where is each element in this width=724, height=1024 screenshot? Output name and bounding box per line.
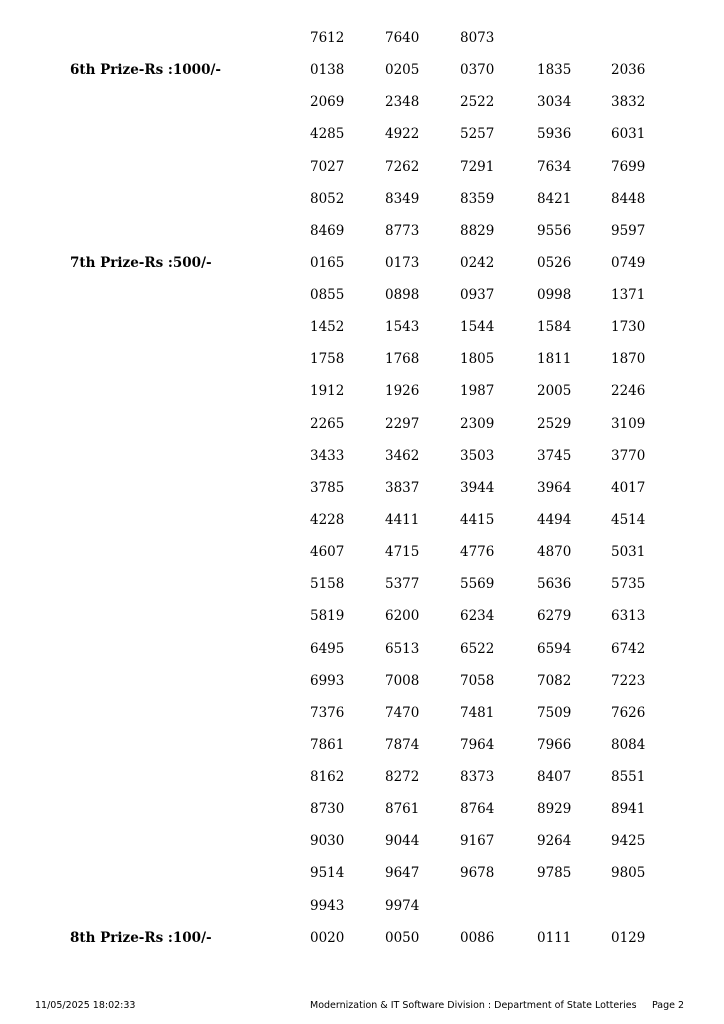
winning-number: 7640 bbox=[385, 30, 420, 46]
winning-number: 0165 bbox=[310, 254, 345, 271]
winning-number: 6993 bbox=[310, 672, 345, 689]
winning-number: 5735 bbox=[611, 576, 646, 593]
winning-number: 2036 bbox=[611, 62, 646, 79]
prize-row bbox=[0, 285, 724, 317]
prize-label: 7th Prize-Rs :500/- bbox=[70, 254, 212, 271]
winning-number: 4411 bbox=[385, 512, 420, 528]
winning-number: 8761 bbox=[385, 801, 420, 818]
winning-number: 0937 bbox=[460, 287, 495, 303]
prize-row bbox=[0, 253, 724, 285]
winning-number: 4514 bbox=[611, 512, 646, 528]
winning-number: 1371 bbox=[611, 287, 646, 303]
prize-row bbox=[0, 414, 724, 446]
winning-number: 1805 bbox=[460, 351, 495, 368]
winning-number: 9974 bbox=[385, 897, 420, 914]
winning-number: 7634 bbox=[537, 158, 572, 175]
winning-number: 3964 bbox=[537, 479, 572, 496]
prize-row bbox=[0, 189, 724, 221]
winning-number: 8773 bbox=[385, 222, 420, 239]
winning-number: 7874 bbox=[385, 736, 420, 753]
winning-number: 6594 bbox=[537, 640, 572, 657]
winning-number: 1912 bbox=[310, 383, 345, 400]
winning-number: 5569 bbox=[460, 576, 495, 593]
winning-number: 1543 bbox=[385, 319, 420, 336]
winning-number: 6522 bbox=[460, 640, 495, 657]
winning-number: 4285 bbox=[310, 126, 345, 143]
winning-number: 8764 bbox=[460, 801, 495, 818]
winning-number: 1544 bbox=[460, 319, 495, 336]
winning-number: 8929 bbox=[537, 801, 572, 818]
prize-row bbox=[0, 28, 724, 60]
footer-page-number: Page 2 bbox=[652, 1000, 685, 1011]
prize-row bbox=[0, 124, 724, 156]
winning-number: 8359 bbox=[460, 190, 495, 207]
winning-number: 0129 bbox=[611, 929, 646, 946]
winning-number: 3034 bbox=[537, 94, 572, 111]
prize-row bbox=[0, 735, 724, 767]
winning-number: 8829 bbox=[460, 222, 495, 239]
prize-label: 6th Prize-Rs :1000/- bbox=[70, 62, 222, 79]
prize-row bbox=[0, 799, 724, 831]
winning-number: 1730 bbox=[611, 319, 646, 336]
winning-number: 9678 bbox=[460, 865, 495, 882]
winning-number: 5819 bbox=[310, 608, 345, 625]
prize-row bbox=[0, 928, 724, 960]
winning-number: 0205 bbox=[385, 62, 420, 79]
winning-number: 0749 bbox=[611, 254, 646, 271]
winning-number: 0526 bbox=[537, 254, 572, 271]
prize-row bbox=[0, 542, 724, 574]
winning-number: 6495 bbox=[310, 640, 345, 657]
winning-number: 1758 bbox=[310, 351, 345, 368]
winning-number: 1811 bbox=[537, 351, 572, 368]
winning-number: 9167 bbox=[460, 833, 495, 850]
prize-row bbox=[0, 317, 724, 349]
winning-number: 8272 bbox=[385, 769, 420, 785]
winning-number: 5158 bbox=[310, 576, 345, 593]
winning-number: 7008 bbox=[385, 672, 420, 689]
winning-number: 7262 bbox=[385, 158, 420, 175]
winning-number: 7223 bbox=[611, 672, 646, 689]
winning-number: 6279 bbox=[537, 608, 572, 625]
prize-row bbox=[0, 831, 724, 863]
winning-number: 6313 bbox=[611, 608, 646, 625]
winning-number: 0020 bbox=[310, 929, 345, 946]
winning-number: 5377 bbox=[385, 576, 420, 593]
winning-number: 8162 bbox=[310, 769, 345, 785]
winning-number: 5936 bbox=[537, 126, 572, 143]
winning-number: 0370 bbox=[460, 62, 495, 79]
winning-number: 0898 bbox=[385, 287, 420, 303]
prize-row bbox=[0, 60, 724, 92]
footer-timestamp: 11/05/2025 18:02:33 bbox=[35, 1000, 136, 1011]
winning-number: 7509 bbox=[537, 704, 572, 721]
winning-number: 8730 bbox=[310, 801, 345, 818]
prize-row bbox=[0, 767, 724, 799]
winning-number: 2005 bbox=[537, 383, 572, 400]
winning-number: 1452 bbox=[310, 319, 345, 336]
winning-number: 8941 bbox=[611, 801, 646, 818]
winning-number: 4415 bbox=[460, 512, 495, 528]
winning-number: 0050 bbox=[385, 929, 420, 946]
winning-number: 7481 bbox=[460, 704, 495, 721]
winning-number: 4607 bbox=[310, 544, 345, 561]
winning-number: 7699 bbox=[611, 158, 646, 175]
prize-row bbox=[0, 92, 724, 124]
winning-number: 0138 bbox=[310, 62, 345, 79]
winning-number: 0173 bbox=[385, 254, 420, 271]
winning-number: 2522 bbox=[460, 94, 495, 111]
winning-number: 7291 bbox=[460, 158, 495, 175]
winning-number: 6742 bbox=[611, 640, 646, 657]
winning-number: 6031 bbox=[611, 126, 646, 143]
winning-number: 1870 bbox=[611, 351, 646, 368]
winning-number: 8373 bbox=[460, 769, 495, 785]
winning-number: 4870 bbox=[537, 544, 572, 561]
footer-division: Modernization & IT Software Division : Department of State Lotteries bbox=[310, 1000, 637, 1011]
winning-number: 4922 bbox=[385, 126, 420, 143]
winning-number: 1584 bbox=[537, 319, 572, 336]
winning-number: 2309 bbox=[460, 415, 495, 432]
winning-number: 7964 bbox=[460, 736, 495, 753]
winning-number: 0242 bbox=[460, 254, 495, 271]
winning-number: 5257 bbox=[460, 126, 495, 143]
winning-number: 6234 bbox=[460, 608, 495, 625]
winning-number: 8421 bbox=[537, 190, 572, 207]
winning-number: 7376 bbox=[310, 704, 345, 721]
winning-number: 9425 bbox=[611, 833, 646, 850]
winning-number: 3944 bbox=[460, 479, 495, 496]
winning-number: 9943 bbox=[310, 897, 345, 914]
winning-number: 1768 bbox=[385, 351, 420, 368]
winning-number: 9805 bbox=[611, 865, 646, 882]
winning-number: 0855 bbox=[310, 287, 345, 303]
winning-number: 7612 bbox=[310, 30, 345, 46]
winning-number: 8052 bbox=[310, 190, 345, 207]
winning-number: 2348 bbox=[385, 94, 420, 111]
winning-number: 9556 bbox=[537, 222, 572, 239]
prize-row bbox=[0, 157, 724, 189]
prize-row bbox=[0, 863, 724, 895]
winning-number: 8551 bbox=[611, 769, 646, 785]
winning-number: 3503 bbox=[460, 447, 495, 464]
winning-number: 0998 bbox=[537, 287, 572, 303]
prize-row bbox=[0, 221, 724, 253]
winning-number: 7470 bbox=[385, 704, 420, 721]
prize-row bbox=[0, 510, 724, 542]
prize-row bbox=[0, 478, 724, 510]
winning-number: 8407 bbox=[537, 769, 572, 785]
winning-number: 1835 bbox=[537, 62, 572, 79]
winning-number: 0086 bbox=[460, 929, 495, 946]
winning-number: 8073 bbox=[460, 30, 495, 46]
winning-number: 6513 bbox=[385, 640, 420, 657]
winning-number: 9264 bbox=[537, 833, 572, 850]
prize-row bbox=[0, 349, 724, 381]
winning-number: 4776 bbox=[460, 544, 495, 561]
prize-row bbox=[0, 896, 724, 928]
winning-number: 6200 bbox=[385, 608, 420, 625]
winning-number: 8448 bbox=[611, 190, 646, 207]
winning-number: 7861 bbox=[310, 736, 345, 753]
winning-number: 9514 bbox=[310, 865, 345, 882]
winning-number: 9647 bbox=[385, 865, 420, 882]
prize-row bbox=[0, 446, 724, 478]
winning-number: 2246 bbox=[611, 383, 646, 400]
winning-number: 4494 bbox=[537, 512, 572, 528]
winning-number: 9044 bbox=[385, 833, 420, 850]
winning-number: 9597 bbox=[611, 222, 646, 239]
prize-label: 8th Prize-Rs :100/- bbox=[70, 929, 212, 946]
winning-number: 7058 bbox=[460, 672, 495, 689]
winning-number: 5031 bbox=[611, 544, 646, 561]
winning-number: 3770 bbox=[611, 447, 646, 464]
winning-number: 3837 bbox=[385, 479, 420, 496]
winning-number: 8349 bbox=[385, 190, 420, 207]
winning-number: 7966 bbox=[537, 736, 572, 753]
winning-number: 3433 bbox=[310, 447, 345, 464]
winning-number: 4017 bbox=[611, 479, 646, 496]
winning-number: 3745 bbox=[537, 447, 572, 464]
prize-row bbox=[0, 639, 724, 671]
prize-row bbox=[0, 606, 724, 638]
winning-number: 3462 bbox=[385, 447, 420, 464]
winning-number: 9785 bbox=[537, 865, 572, 882]
prize-row bbox=[0, 703, 724, 735]
winning-number: 2069 bbox=[310, 94, 345, 111]
winning-number: 7082 bbox=[537, 672, 572, 689]
winning-number: 0111 bbox=[537, 929, 572, 946]
winning-number: 9030 bbox=[310, 833, 345, 850]
winning-number: 8469 bbox=[310, 222, 345, 239]
winning-number: 2297 bbox=[385, 415, 420, 432]
winning-number: 2529 bbox=[537, 415, 572, 432]
winning-number: 7626 bbox=[611, 704, 646, 721]
winning-number: 7027 bbox=[310, 158, 345, 175]
winning-number: 5636 bbox=[537, 576, 572, 593]
prize-row bbox=[0, 671, 724, 703]
winning-number: 1926 bbox=[385, 383, 420, 400]
winning-number: 4715 bbox=[385, 544, 420, 561]
winning-number: 8084 bbox=[611, 736, 646, 753]
prize-row bbox=[0, 574, 724, 606]
winning-number: 1987 bbox=[460, 383, 495, 400]
winning-number: 4228 bbox=[310, 512, 345, 528]
winning-number: 3832 bbox=[611, 94, 646, 111]
winning-number: 3785 bbox=[310, 479, 345, 496]
winning-number: 2265 bbox=[310, 415, 345, 432]
winning-number: 3109 bbox=[611, 415, 646, 432]
prize-row bbox=[0, 381, 724, 413]
